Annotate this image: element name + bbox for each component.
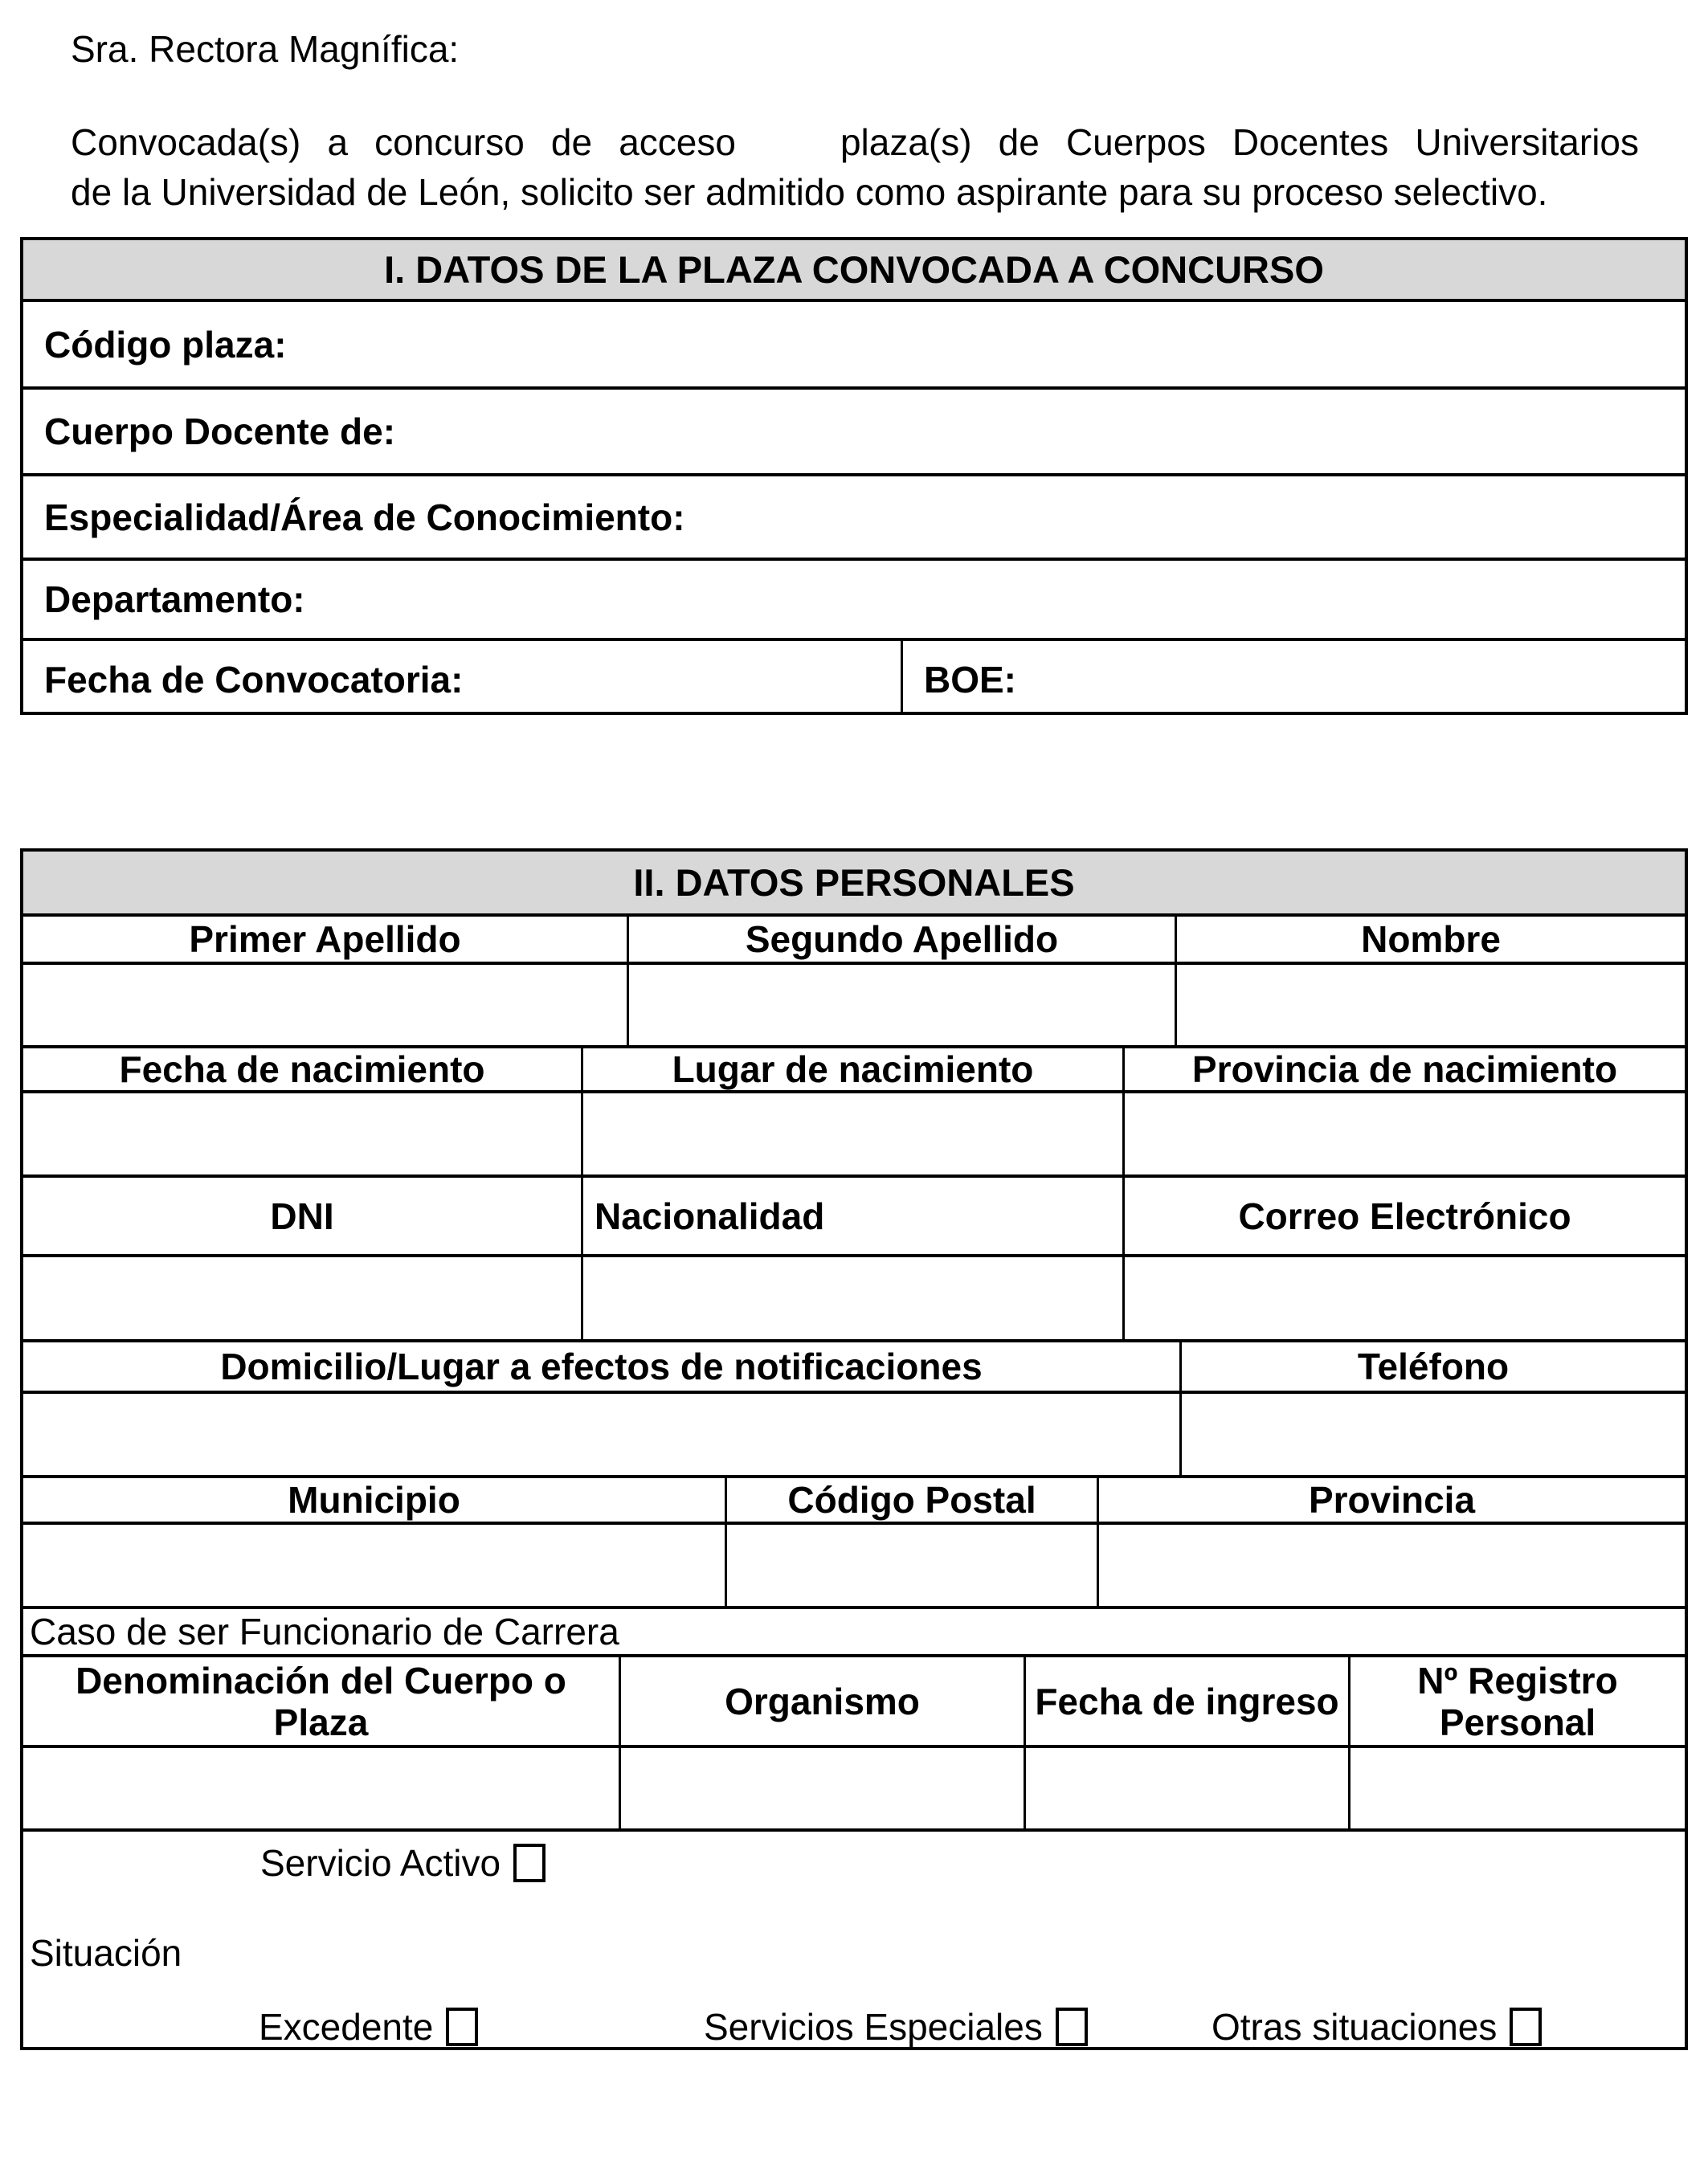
registro-personal-input[interactable]: [1348, 1748, 1685, 1828]
intro-line1-before-blank: Convocada(s) a concurso de acceso: [71, 121, 736, 163]
especialidad-label: Especialidad/Área de Conocimiento:: [44, 496, 685, 538]
fecha-nacimiento-header: Fecha de nacimiento: [119, 1048, 485, 1090]
telefono-header: Teléfono: [1179, 1342, 1685, 1391]
intro-paragraph-line2: de la Universidad de León, solicito ser admitido como aspirante para su proceso selectivo.: [71, 171, 1548, 213]
dni-header: DNI: [270, 1195, 334, 1237]
personales-table: [20, 848, 1688, 2050]
servicio-activo-checkbox[interactable]: [513, 1844, 545, 1882]
excedente-label: Excedente: [259, 2006, 434, 2047]
municipio-header: Municipio: [288, 1479, 460, 1521]
domicilio-header: Domicilio/Lugar a efectos de notificaciones: [220, 1346, 983, 1387]
cuerpo-docente-label: Cuerpo Docente de:: [44, 411, 396, 452]
funcionario-carrera-note: Caso de ser Funcionario de Carrera: [30, 1611, 619, 1652]
telefono-input[interactable]: [1179, 1394, 1685, 1475]
salutation-line: Sra. Rectora Magnífica:: [71, 28, 460, 70]
intro-paragraph-line1: [71, 117, 1639, 167]
personales-section-title: II. DATOS PERSONALES: [23, 852, 1685, 913]
fecha-ingreso-header: Fecha de ingreso: [1024, 1657, 1348, 1745]
especialidad-field[interactable]: [23, 476, 1685, 558]
boe-field[interactable]: [901, 641, 1685, 715]
otras-situaciones-checkbox[interactable]: [1510, 2008, 1542, 2046]
fecha-convocatoria-field[interactable]: [23, 641, 901, 715]
primer-apellido-header: Primer Apellido: [189, 918, 461, 960]
servicio-activo-option: [260, 1841, 545, 1885]
nombre-input[interactable]: [1175, 965, 1685, 1045]
excedente-checkbox[interactable]: [446, 2008, 478, 2046]
fecha-nacimiento-input[interactable]: [23, 1093, 581, 1175]
segundo-apellido-input[interactable]: [627, 965, 1175, 1045]
fecha-convocatoria-label: Fecha de Convocatoria:: [44, 659, 464, 701]
provincia-header: Provincia: [1097, 1478, 1685, 1522]
correo-input[interactable]: [1122, 1257, 1685, 1339]
organismo-input[interactable]: [619, 1748, 1024, 1828]
cuerpo-docente-field[interactable]: [23, 390, 1685, 473]
fecha-ingreso-input[interactable]: [1024, 1748, 1348, 1828]
plaza-table: [20, 237, 1688, 715]
boe-label: BOE:: [924, 659, 1016, 701]
otras-situaciones-option: [1212, 2005, 1542, 2047]
excedente-option: [259, 2005, 478, 2047]
provincia-input[interactable]: [1097, 1525, 1685, 1606]
codigo-plaza-label: Código plaza:: [44, 323, 287, 366]
plazas-count-blank[interactable]: [736, 147, 840, 155]
codigo-plaza-field[interactable]: [23, 302, 1685, 386]
intro-paragraph: [71, 117, 1639, 217]
registro-personal-header: Nº Registro Personal: [1348, 1657, 1685, 1745]
nombre-header: Nombre: [1175, 917, 1685, 962]
denominacion-cuerpo-header: Denominación del Cuerpo o Plaza: [76, 1659, 566, 1743]
dni-input[interactable]: [23, 1257, 581, 1339]
situacion-label: Situación: [30, 1932, 182, 1974]
situacion-section: [23, 1832, 1685, 2047]
codigo-postal-input[interactable]: [725, 1525, 1097, 1606]
intro-line1-after-blank: plaza(s) de Cuerpos Docentes Universitarios: [840, 121, 1639, 163]
denominacion-cuerpo-input[interactable]: [23, 1748, 619, 1828]
municipio-input[interactable]: [23, 1525, 725, 1606]
servicios-especiales-label: Servicios Especiales: [704, 2006, 1043, 2047]
departamento-label: Departamento:: [44, 578, 305, 620]
correo-header: Correo Electrónico: [1122, 1178, 1685, 1254]
provincia-nacimiento-input[interactable]: [1122, 1093, 1685, 1175]
organismo-header: Organismo: [619, 1657, 1024, 1745]
servicios-especiales-option: [704, 2005, 1088, 2047]
servicio-activo-label: Servicio Activo: [260, 1842, 501, 1884]
segundo-apellido-header: Segundo Apellido: [627, 917, 1175, 962]
servicios-especiales-checkbox[interactable]: [1056, 2008, 1088, 2046]
lugar-nacimiento-header: Lugar de nacimiento: [581, 1048, 1122, 1090]
domicilio-input[interactable]: [23, 1394, 1179, 1475]
provincia-nacimiento-header: Provincia de nacimiento: [1122, 1048, 1685, 1090]
plaza-section-title: I. DATOS DE LA PLAZA CONVOCADA A CONCURSO: [23, 240, 1685, 299]
nacionalidad-header: Nacionalidad: [581, 1178, 1122, 1254]
otras-situaciones-label: Otras situaciones: [1212, 2006, 1498, 2047]
codigo-postal-header: Código Postal: [725, 1478, 1097, 1522]
lugar-nacimiento-input[interactable]: [581, 1093, 1122, 1175]
departamento-field[interactable]: [23, 561, 1685, 638]
nacionalidad-input[interactable]: [581, 1257, 1122, 1339]
primer-apellido-input[interactable]: [23, 965, 627, 1045]
